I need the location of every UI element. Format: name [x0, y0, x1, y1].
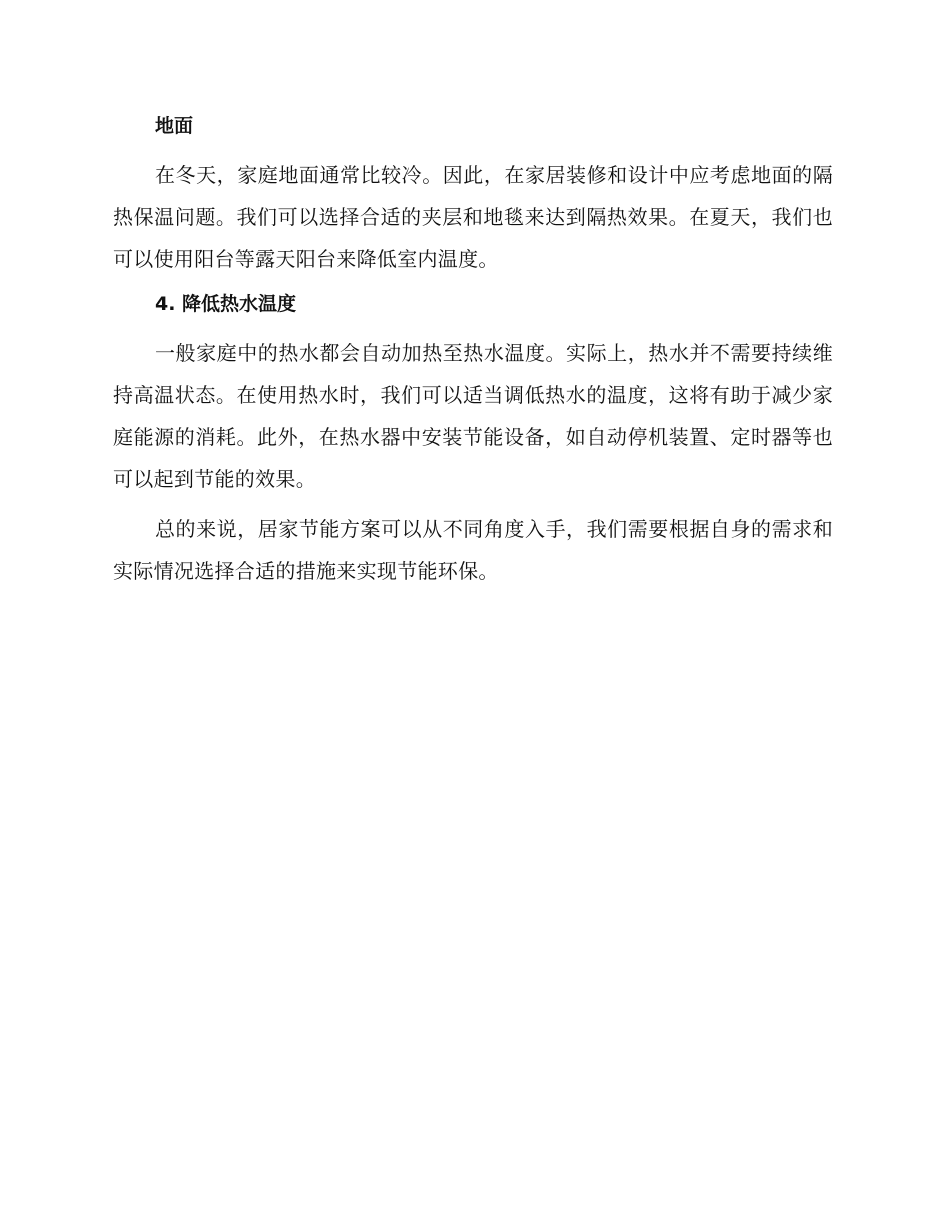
paragraph-hot-water: 一般家庭中的热水都会自动加热至热水温度。实际上，热水并不需要持续维持高温状态。在使用热水时，我们可以适当调低热水的温度，这将有助于减少家庭能源的消耗。此外，在热水器中安装节能设备，如自动停机装置、定时器等也可以起到节能的效果。 — [113, 341, 833, 491]
section-heading-floor: 地面 — [155, 115, 194, 137]
paragraph-floor: 在冬天，家庭地面通常比较冷。因此，在家居装修和设计中应考虑地面的隔热保温问题。我们可以选择合适的夹层和地毯来达到隔热效果。在夏天，我们也可以使用阳台等露天阳台来降低室内温度。 — [113, 163, 833, 271]
section-heading-hot-water: 4. 降低热水温度 — [155, 293, 297, 315]
paragraph-conclusion: 总的来说，居家节能方案可以从不同角度入手，我们需要根据自身的需求和实际情况选择合适的措施来实现节能环保。 — [113, 517, 833, 583]
document-page — [113, 110, 833, 600]
